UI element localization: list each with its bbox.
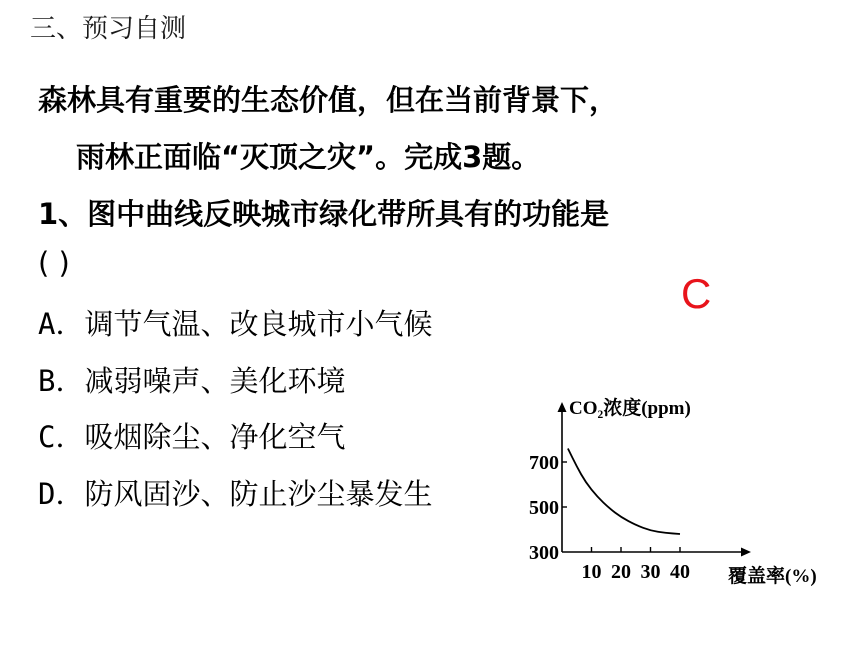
option-d: D．防风固沙、防止沙尘暴发生 [38, 477, 433, 511]
x-tick-label: 10 [581, 561, 602, 583]
x-axis-arrow [741, 548, 751, 557]
co2-curve [568, 449, 680, 535]
y-tick-label: 300 [529, 542, 559, 564]
co2-coverage-chart [505, 390, 850, 590]
option-a: A．调节气温、改良城市小气候 [38, 307, 433, 341]
y-axis-label: CO₂浓度(ppm) [569, 398, 691, 419]
chart-axes [558, 402, 752, 557]
section-title: 三、预习自测 [30, 14, 187, 44]
answer-parentheses: ( ) [38, 246, 70, 280]
chart-ticks [529, 452, 690, 583]
intro-line-1: 森林具有重要的生态价值，但在当前背景下， [38, 83, 619, 117]
x-tick-label: 30 [640, 561, 661, 583]
option-c: C．吸烟除尘、净化空气 [38, 420, 346, 454]
option-b: B．减弱噪声、美化环境 [38, 364, 346, 398]
intro-line-2: 雨林正面临“灭顶之灾”。完成3题。 [76, 140, 541, 174]
y-tick-label: 500 [529, 497, 559, 519]
y-axis-arrow [558, 402, 567, 412]
answer-letter: C [681, 270, 712, 317]
chart-series [568, 449, 680, 535]
x-axis-label: 覆盖率(%) [728, 566, 817, 587]
question-stem: 1、图中曲线反映城市绿化带所具有的功能是 [38, 197, 610, 231]
y-tick-label: 700 [529, 452, 559, 474]
x-tick-label: 40 [670, 561, 690, 583]
x-tick-label: 20 [611, 561, 631, 583]
